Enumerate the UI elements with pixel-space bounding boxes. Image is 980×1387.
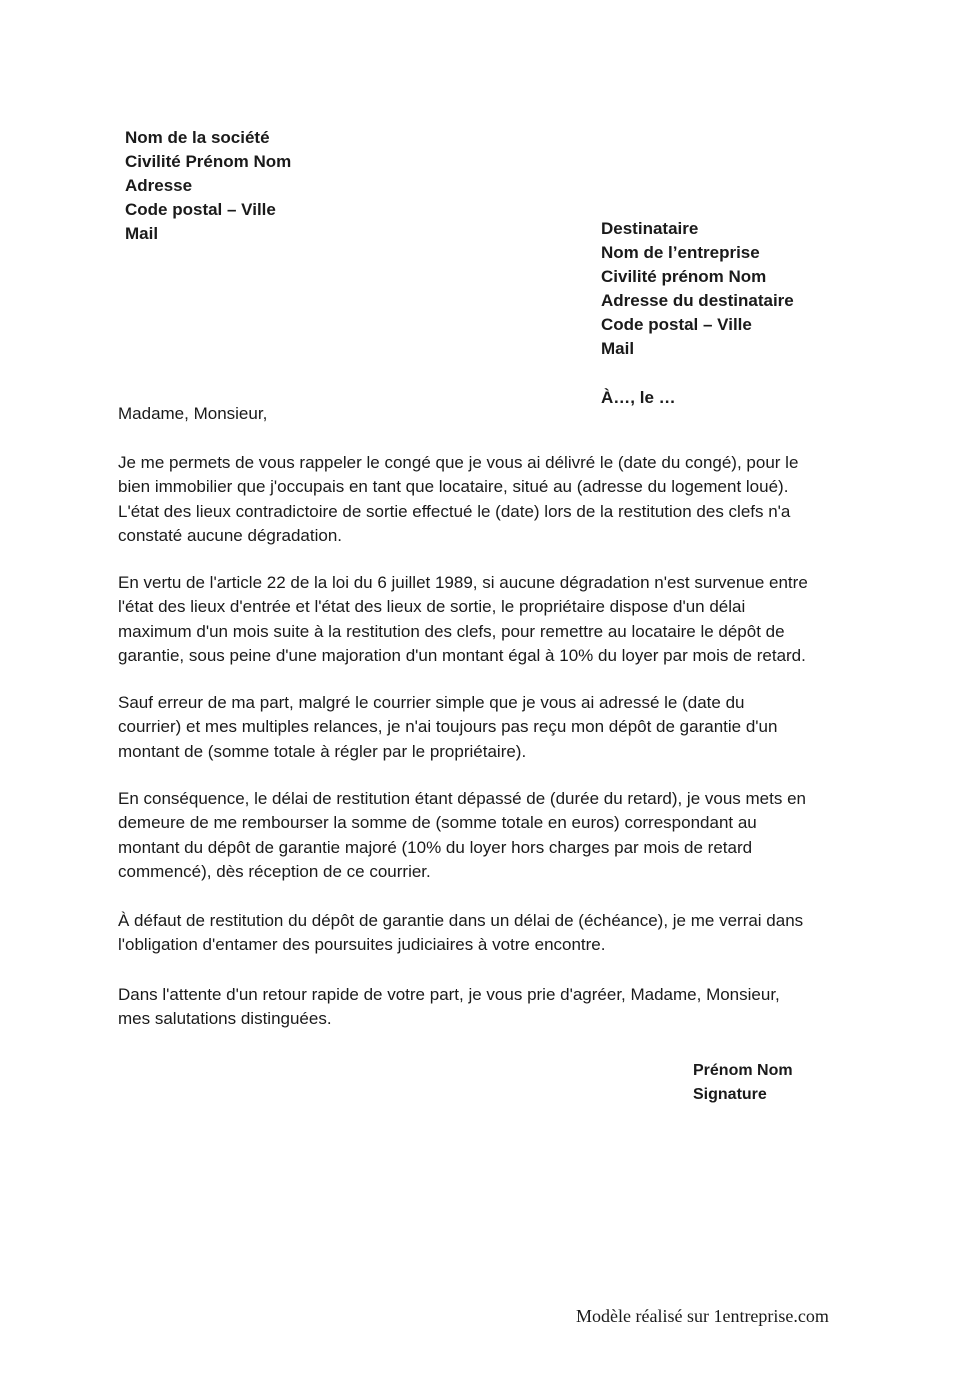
paragraph-line: garantie, sous peine d'une majoration d'un montant égal à 10% du loyer par mois de retard. bbox=[118, 645, 806, 665]
paragraph-line: mes salutations distinguées. bbox=[118, 1009, 332, 1029]
sender-address: Adresse bbox=[125, 176, 193, 195]
paragraph-line: courrier) et mes multiples relances, je n'ai toujours pas reçu mon dépôt de garantie d'un bbox=[118, 717, 778, 737]
signature-name: Prénom Nom bbox=[693, 1062, 793, 1079]
paragraph-line: maximum d'un mois suite à la restitution des clefs, pour remettre au locataire le dépôt de bbox=[118, 621, 785, 641]
recipient-heading: Destinataire bbox=[601, 219, 699, 238]
paragraph-unpaid-deposit bbox=[118, 691, 858, 764]
footer-credit: Modèle réalisé sur 1entreprise.com bbox=[576, 1306, 829, 1326]
recipient-address: Adresse du destinataire bbox=[601, 291, 794, 310]
paragraph-line: l'obligation d'entamer des poursuites judiciaires à votre encontre. bbox=[118, 935, 606, 955]
paragraph-legal-basis bbox=[118, 571, 858, 668]
recipient-address-block bbox=[601, 217, 794, 361]
place-date: À…, le … bbox=[601, 388, 676, 407]
paragraph-line: l'état des lieux d'entrée et l'état des lieux de sortie, le propriétaire dispose d'un délai bbox=[118, 597, 746, 617]
sender-address-block bbox=[125, 126, 291, 246]
paragraph-formal-notice bbox=[118, 787, 858, 884]
paragraph-line: En vertu de l'article 22 de la loi du 6 juillet 1989, si aucune dégradation n'est survenue entre bbox=[118, 573, 808, 592]
paragraph-legal-action bbox=[118, 909, 858, 958]
salutation: Madame, Monsieur, bbox=[118, 404, 268, 423]
paragraph-line: Dans l'attente d'un retour rapide de votre part, je vous prie d'agréer, Madame, Monsieur, bbox=[118, 985, 780, 1004]
paragraph-line: montant du dépôt de garantie majoré (10% du loyer hors charges par mois de retard bbox=[118, 837, 753, 857]
recipient-name: Civilité prénom Nom bbox=[601, 267, 767, 286]
paragraph-line: montant de (somme totale à régler par le propriétaire). bbox=[118, 741, 527, 761]
recipient-mail: Mail bbox=[601, 339, 635, 358]
paragraph-line: Je me permets de vous rappeler le congé que je vous ai délivré le (date du congé), pour le bbox=[118, 453, 799, 472]
paragraph-line: demeure de me rembourser la somme de (somme totale en euros) correspondant au bbox=[118, 813, 757, 833]
paragraph-line: En conséquence, le délai de restitution étant dépassé de (durée du retard), je vous mets en bbox=[118, 789, 806, 808]
sender-postal-city: Code postal – Ville bbox=[125, 200, 276, 219]
signature-block bbox=[693, 1059, 793, 1107]
paragraph-line: Sauf erreur de ma part, malgré le courrier simple que je vous ai adressé le (date du bbox=[118, 693, 745, 712]
paragraph-line: L'état des lieux contradictoire de sortie effectué le (date) lors de la restitution des clefs n'a bbox=[118, 501, 791, 521]
paragraph-line: commencé), dès réception de ce courrier. bbox=[118, 861, 431, 881]
paragraph-line: constaté aucune dégradation. bbox=[118, 525, 343, 545]
sender-name: Civilité Prénom Nom bbox=[125, 152, 292, 171]
paragraph-closing bbox=[118, 983, 858, 1032]
paragraph-reminder bbox=[118, 451, 858, 548]
signature-label: Signature bbox=[693, 1086, 767, 1103]
sender-company: Nom de la société bbox=[125, 128, 270, 147]
paragraph-line: bien immobilier que j'occupais en tant que locataire, situé au (adresse du logement loué). bbox=[118, 477, 789, 497]
recipient-company: Nom de l’entreprise bbox=[601, 243, 760, 262]
sender-mail: Mail bbox=[125, 224, 159, 243]
paragraph-line: À défaut de restitution du dépôt de garantie dans un délai de (échéance), je me verrai dans bbox=[118, 911, 804, 930]
recipient-postal-city: Code postal – Ville bbox=[601, 315, 752, 334]
